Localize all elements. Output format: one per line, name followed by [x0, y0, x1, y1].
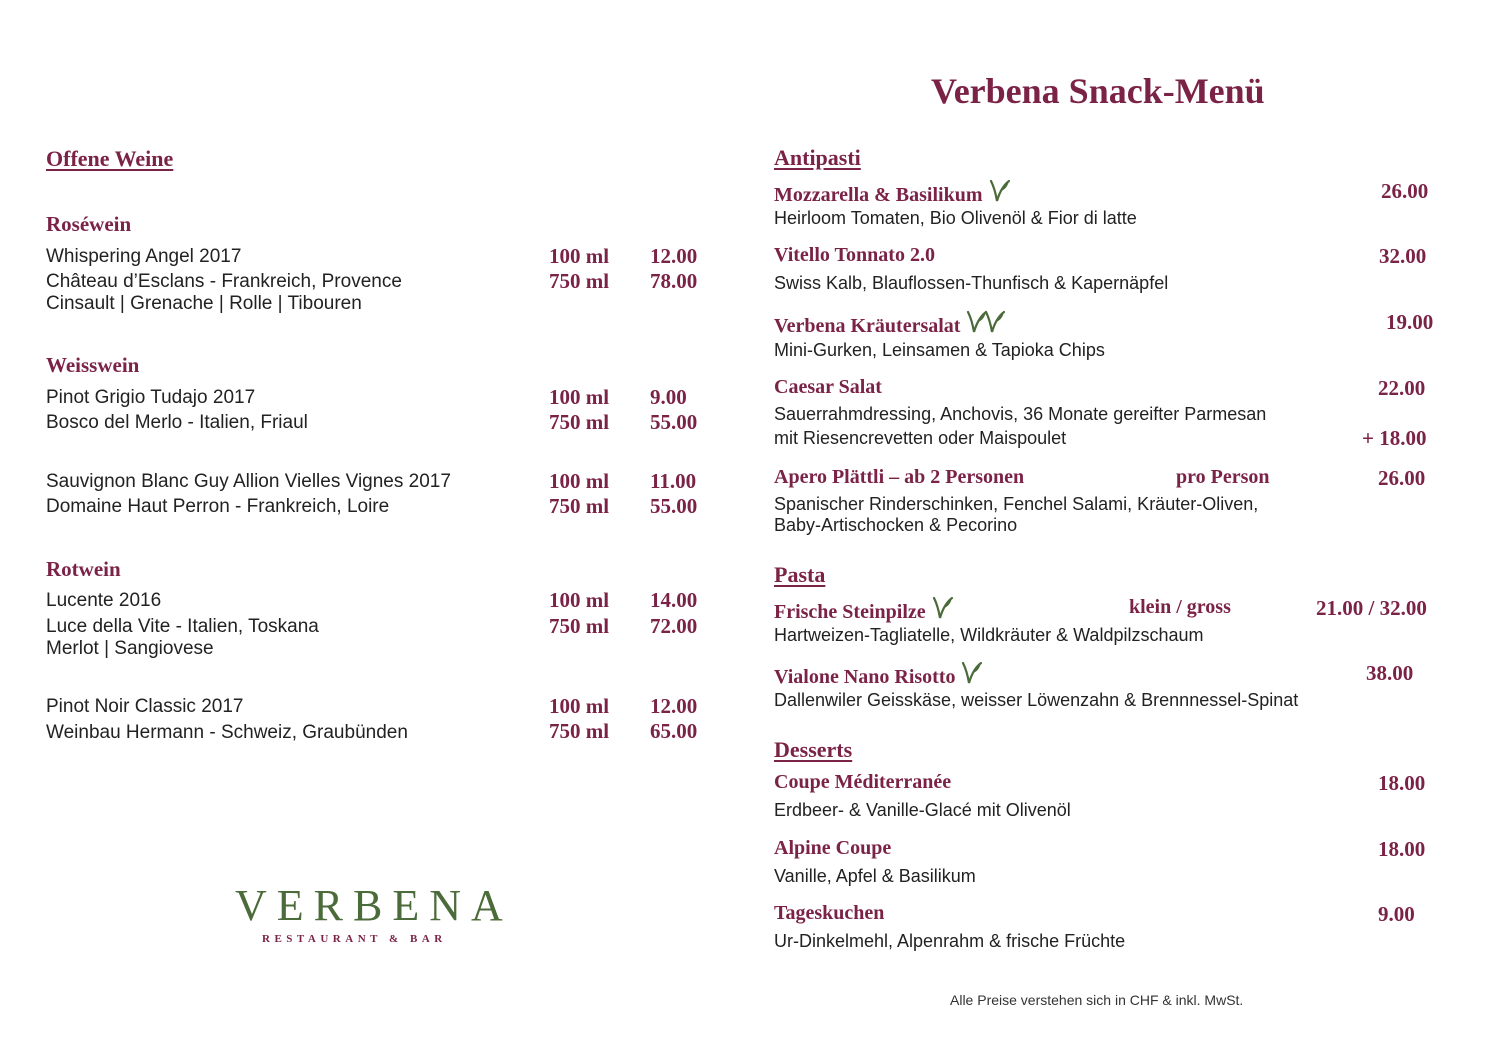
double-leaf-icon: [966, 310, 1006, 340]
wine-size: 750 ml: [549, 269, 610, 293]
dish-price: 21.00 / 32.00: [1316, 596, 1427, 620]
dish-description: Dallenwiler Geisskäse, weisser Löwenzahn & Brennnessel-Spinat: [774, 690, 1299, 710]
desserts-heading: Desserts: [774, 737, 853, 762]
dish-title: [774, 661, 983, 691]
leaf-icon: [932, 596, 954, 626]
wine-size: 750 ml: [549, 410, 610, 434]
dish-name: Tageskuchen: [774, 902, 885, 924]
wine-price: 12.00: [650, 244, 698, 268]
dish-description: Swiss Kalb, Blauflossen-Thunfisch & Kapernäpfel: [774, 273, 1169, 293]
dish-title: [774, 596, 954, 626]
wine-price: 11.00: [650, 469, 697, 493]
dish-description: Sauerrahmdressing, Anchovis, 36 Monate gereifter Parmesan: [774, 404, 1267, 424]
dish-description: Baby-Artischocken & Pecorino: [774, 515, 1018, 535]
footer-note: Alle Preise verstehen sich in CHF & inkl. MwSt.: [950, 992, 1244, 1008]
logo-subtitle: RESTAURANT & BAR: [262, 933, 447, 945]
wine-origin: Bosco del Merlo - Italien, Friaul: [46, 412, 308, 433]
dish-description: Ur-Dinkelmehl, Alpenrahm & frische Früchte: [774, 931, 1126, 951]
wine-name: Lucente 2016: [46, 590, 162, 611]
dish-extra-price: + 18.00: [1362, 426, 1427, 450]
dish-description: Spanischer Rinderschinken, Fenchel Salami, Kräuter-Oliven,: [774, 494, 1259, 514]
dish-description: mit Riesencrevetten oder Maispoulet: [774, 428, 1067, 448]
dish-description: Hartweizen-Tagliatelle, Wildkräuter & Waldpilzschaum: [774, 625, 1204, 645]
wine-price: 9.00: [650, 385, 687, 409]
leaf-icon: [989, 179, 1011, 209]
wine-grapes: Merlot | Sangiovese: [46, 638, 214, 659]
dish-name: Frische Steinpilze: [774, 601, 926, 623]
dish-name: Alpine Coupe: [774, 837, 892, 859]
wine-origin: Luce della Vite - Italien, Toskana: [46, 616, 319, 637]
logo-wordmark: VERBENA: [235, 881, 513, 930]
wine-name: Sauvignon Blanc Guy Allion Vielles Vignes 2017: [46, 471, 451, 492]
dish-name: Apero Plättli – ab 2 Personen: [774, 466, 1025, 488]
dish-description: Vanille, Apfel & Basilikum: [774, 866, 976, 886]
wine-size: 100 ml: [549, 244, 610, 268]
wine-price: 55.00: [650, 494, 698, 518]
dish-name: Mozzarella & Basilikum: [774, 184, 983, 206]
dish-description: Erdbeer- & Vanille-Glacé mit Olivenöl: [774, 800, 1071, 820]
dish-price: 9.00: [1378, 902, 1415, 926]
wine-name: Whispering Angel 2017: [46, 246, 242, 267]
dish-name: Coupe Méditerranée: [774, 771, 952, 793]
page-title: Verbena Snack-Menü: [931, 71, 1265, 111]
antipasti-heading: Antipasti: [774, 145, 861, 170]
dish-price: 32.00: [1379, 244, 1427, 268]
red-category: Rotwein: [46, 557, 121, 581]
wine-origin: Château d’Esclans - Frankreich, Provence: [46, 271, 402, 292]
wine-size: 750 ml: [549, 614, 610, 638]
wine-price: 55.00: [650, 410, 698, 434]
wine-name: Pinot Grigio Tudajo 2017: [46, 387, 256, 408]
dish-title: [774, 310, 1006, 340]
leaf-icon: [961, 661, 983, 691]
wine-origin: Weinbau Hermann - Schweiz, Graubünden: [46, 722, 408, 743]
wine-size: 750 ml: [549, 494, 610, 518]
dish-name: Vitello Tonnato 2.0: [774, 244, 935, 266]
wine-price: 65.00: [650, 719, 698, 743]
wine-size: 100 ml: [549, 588, 610, 612]
dish-name: Caesar Salat: [774, 376, 882, 398]
dish-note: klein / gross: [1129, 596, 1231, 618]
wine-grapes: Cinsault | Grenache | Rolle | Tibouren: [46, 293, 362, 314]
wine-size: 100 ml: [549, 469, 610, 493]
dish-price: 18.00: [1378, 771, 1426, 795]
dish-price: 19.00: [1386, 310, 1434, 334]
wine-size: 100 ml: [549, 694, 610, 718]
wine-origin: Domaine Haut Perron - Frankreich, Loire: [46, 496, 390, 517]
wine-price: 78.00: [650, 269, 698, 293]
dish-price: 26.00: [1378, 466, 1426, 490]
dish-price: 26.00: [1381, 179, 1429, 203]
dish-title: [774, 179, 1011, 209]
dish-description: Mini-Gurken, Leinsamen & Tapioka Chips: [774, 340, 1105, 360]
wine-name: Pinot Noir Classic 2017: [46, 696, 244, 717]
dish-name: Verbena Kräutersalat: [774, 315, 961, 337]
dish-price: 38.00: [1366, 661, 1414, 685]
dish-description: Heirloom Tomaten, Bio Olivenöl & Fior di latte: [774, 208, 1137, 228]
dish-note: pro Person: [1176, 466, 1270, 488]
rose-category: Roséwein: [46, 212, 132, 236]
wine-size: 100 ml: [549, 385, 610, 409]
wine-price: 12.00: [650, 694, 698, 718]
wine-price: 14.00: [650, 588, 698, 612]
dish-name: Vialone Nano Risotto: [774, 666, 956, 688]
pasta-heading: Pasta: [774, 562, 826, 587]
dish-price: 18.00: [1378, 837, 1426, 861]
wine-price: 72.00: [650, 614, 698, 638]
dish-price: 22.00: [1378, 376, 1426, 400]
wine-section-heading: Offene Weine: [46, 146, 174, 171]
white-category: Weisswein: [46, 353, 140, 377]
wine-size: 750 ml: [549, 719, 610, 743]
